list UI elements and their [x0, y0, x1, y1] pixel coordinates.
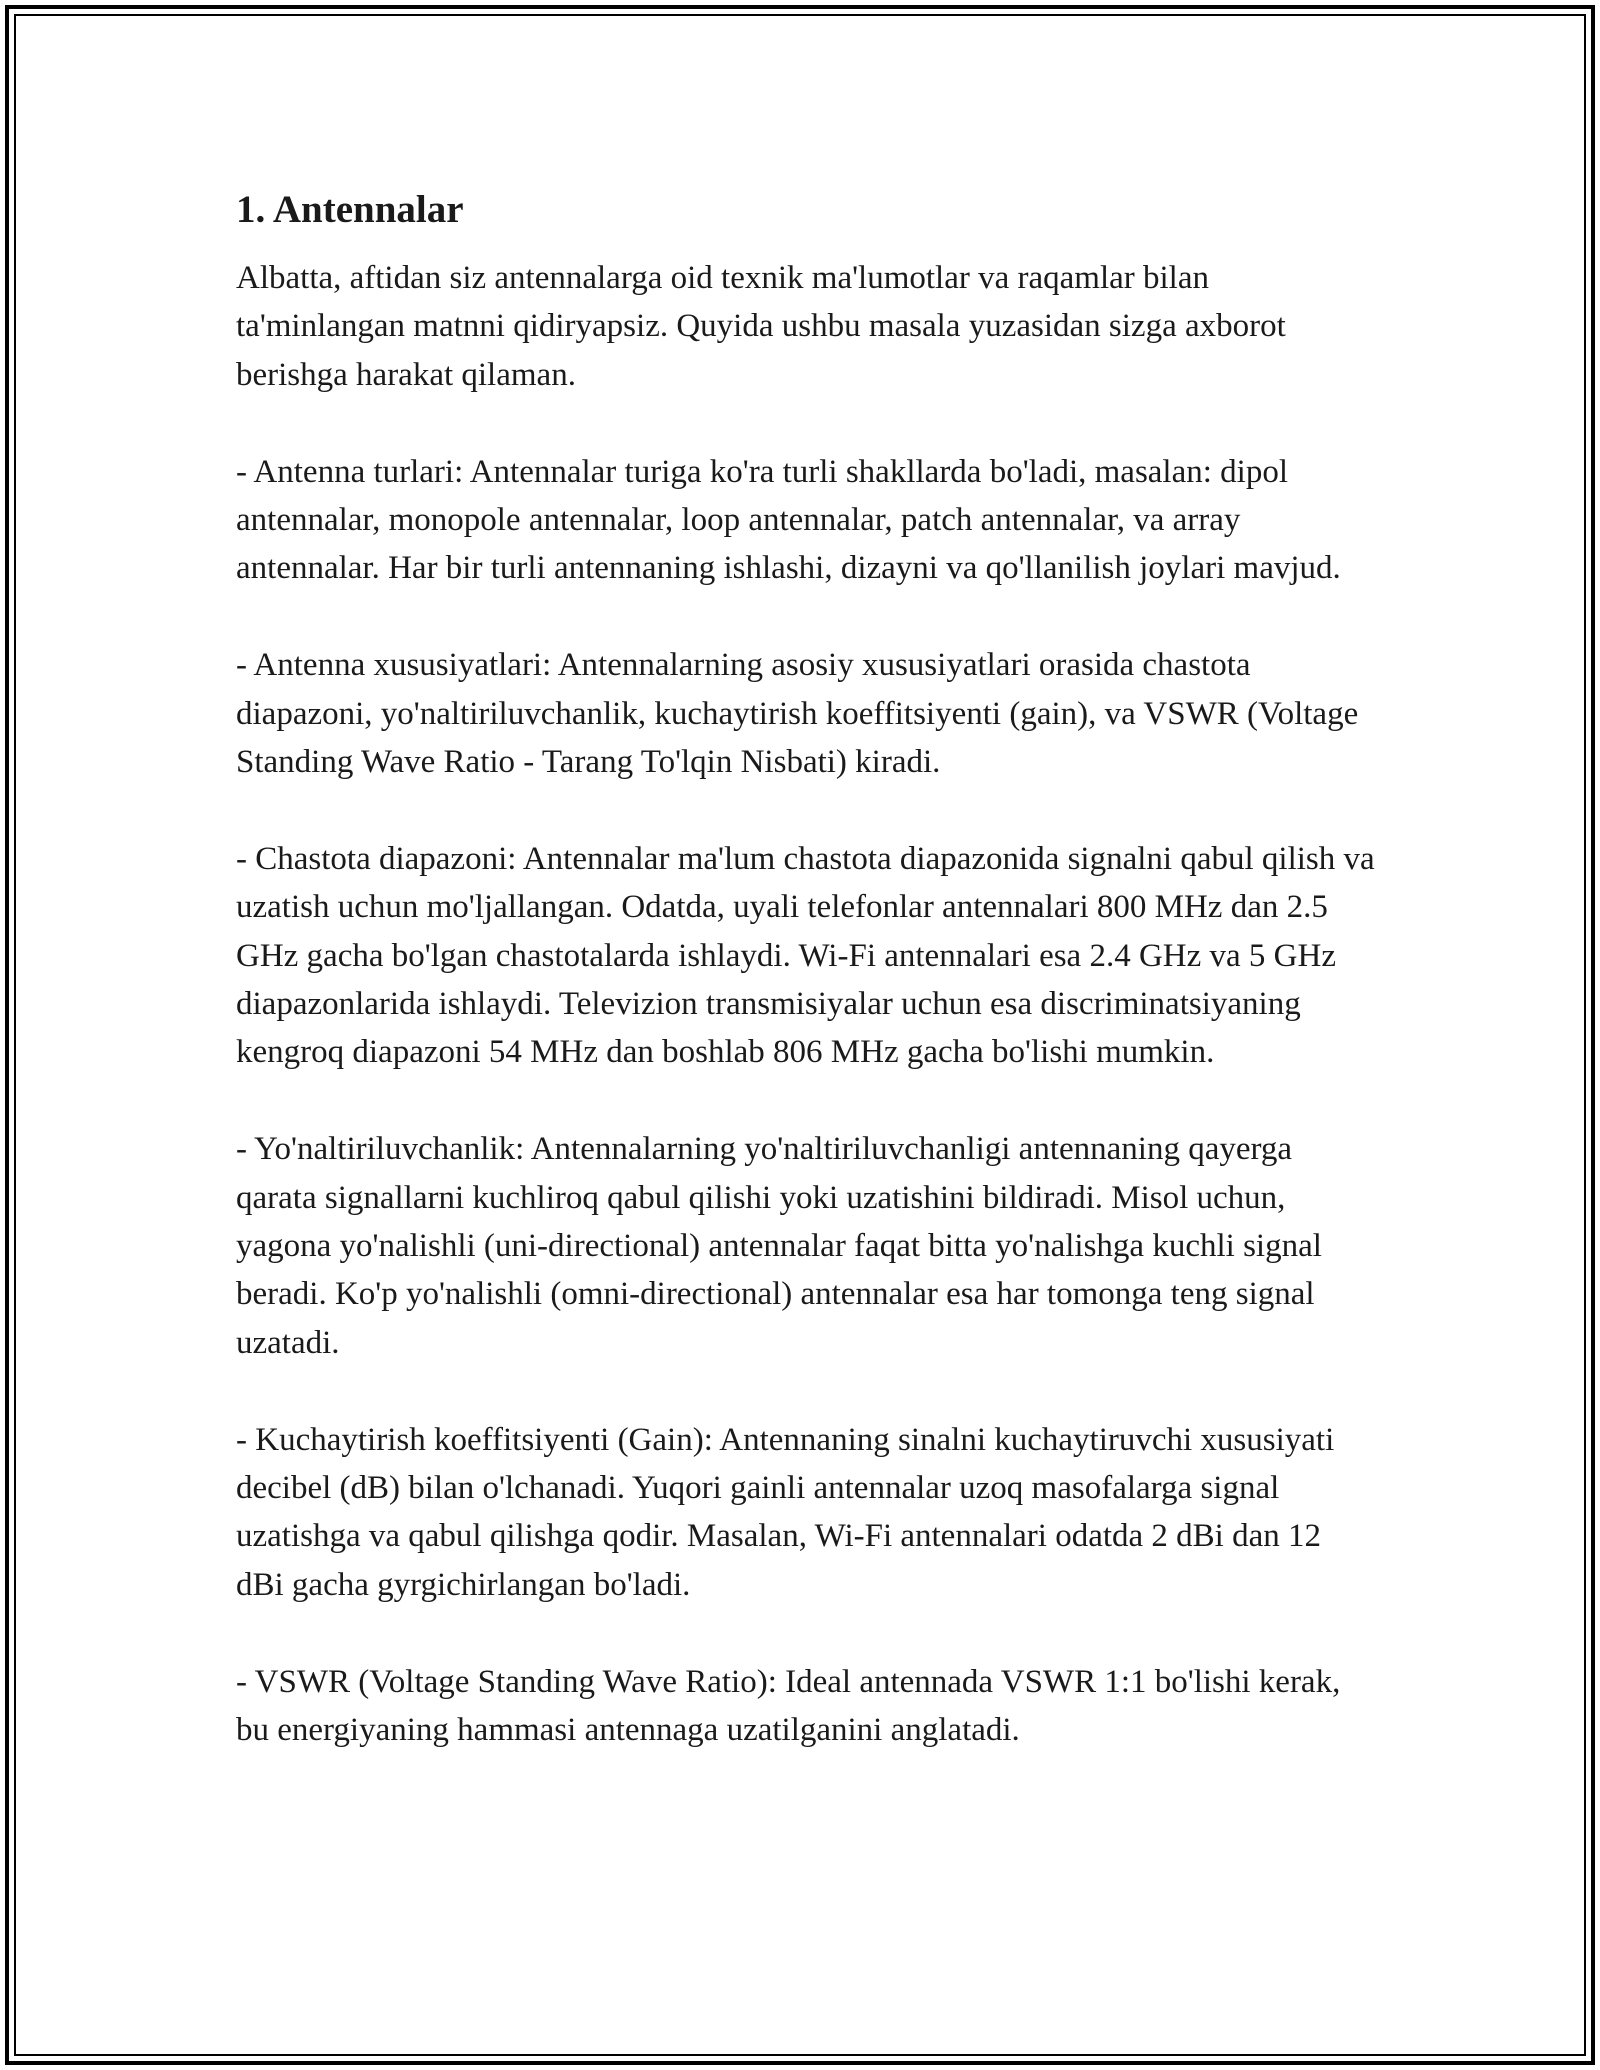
- intro-paragraph: Albatta, aftidan siz antennalarga oid texnik ma'lumotlar va raqamlar bilan ta'minlangan matnni qidiryapsiz. Quyida ushbu masala yuzasidan sizga axborot berishga harakat qilaman.: [236, 260, 1286, 393]
- paragraph-directivity: - Yo'naltiriluvchanlik: Antennalarning yo'naltiriluvchanligi antennaning qayerga qarata signallarni kuchliroq qabul qilishi yoki uzatishini bildiradi. Misol uchun, yagona yo'nalishli (uni-directional) antennalar faqat bitta yo'nalishga kuchli signal beradi. Ko'p yo'nalishli (omni-directional) antennalar esa har tomonga teng signal uzatadi.: [236, 1131, 1322, 1361]
- document-body: [236, 184, 1376, 1803]
- section-heading: 1. Antennalar: [236, 188, 464, 231]
- paragraph-gain: - Kuchaytirish koeffitsiyenti (Gain): Antennaning sinalni kuchaytiruvchi xususiyati decibel (dB) bilan o'lchanadi. Yuqori gainli antennalar uzoq masofalarga signal uzatishga va qabul qilishga qodir. Masalan, Wi-Fi antennalari odatda 2 dBi dan 12 dBi gacha gyrgichirlangan bo'ladi.: [236, 1421, 1335, 1603]
- paragraph-antenna-properties: - Antenna xususiyatlari: Antennalarning asosiy xususiyatlari orasida chastota diapazoni, yo'naltiriluvchanlik, kuchaytirish koeffitsiyenti (gain), va VSWR (Voltage Standing Wave Ratio - Tarang To'lqin Nisbati) kiradi.: [236, 647, 1359, 781]
- paragraph-frequency-range: - Chastota diapazoni: Antennalar ma'lum chastota diapazonida signalni qabul qilish va uzatish uchun mo'ljallangan. Odatda, uyali telefonlar antennalari 800 MHz dan 2.5 GHz gacha bo'lgan chastotalarda ishlaydi. Wi-Fi antennalari esa 2.4 GHz va 5 GHz diapazonlarida ishlaydi. Televizion transmisiyalar uchun esa discriminatsiyaning kengroq diapazoni 54 MHz dan boshlab 806 MHz gacha bo'lishi mumkin.: [236, 840, 1375, 1071]
- paragraph-vswr: - VSWR (Voltage Standing Wave Ratio): Ideal antennada VSWR 1:1 bo'lishi kerak, bu energiyaning hammasi antennaga uzatilganini anglatadi.: [236, 1663, 1341, 1749]
- paragraph-antenna-types: - Antenna turlari: Antennalar turiga ko'ra turli shakllarda bo'ladi, masalan: dipol antennalar, monopole antennalar, loop antennalar, patch antennalar, va array antennalar. Har bir turli antennaning ishlashi, dizayni va qo'llanilish joylari mavjud.: [236, 453, 1341, 587]
